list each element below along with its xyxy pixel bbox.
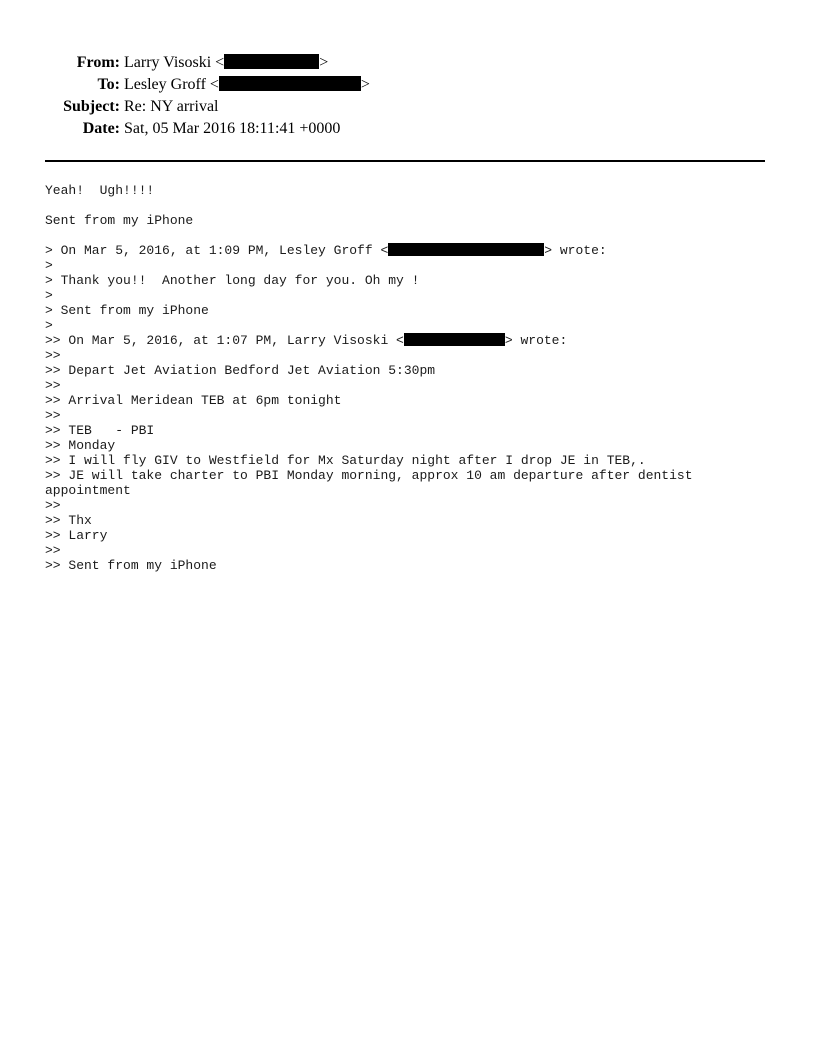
body-line: >>: [45, 408, 61, 423]
body-line: >> I will fly GIV to Westfield for Mx Saturday night after I drop JE in TEB,.: [45, 453, 646, 468]
body-line: >> Larry: [45, 528, 108, 543]
to-label: To:: [97, 76, 120, 93]
body-line: Sent from my iPhone: [45, 213, 194, 228]
from-row: [0, 52, 816, 74]
quote-header-prefix: >> On Mar 5, 2016, at 1:07 PM, Larry Visoski <: [45, 333, 404, 348]
quote-header-suffix: > wrote:: [504, 333, 568, 348]
body-line: >> Depart Jet Aviation Bedford Jet Aviation 5:30pm: [45, 363, 436, 378]
redaction-box: [224, 54, 319, 69]
email-body: [45, 183, 775, 573]
body-line: >> Sent from my iPhone: [45, 558, 217, 573]
blank-line: [45, 228, 775, 243]
from-label: From:: [76, 54, 120, 71]
to-name: Lesley Groff <: [124, 76, 219, 93]
body-line: >>: [45, 498, 61, 513]
to-close: >: [360, 76, 370, 93]
subject-label: Subject:: [63, 98, 120, 115]
blank-line: [45, 198, 775, 213]
body-line: >> Arrival Meridean TEB at 6pm tonight: [45, 393, 342, 408]
body-line: >: [45, 288, 53, 303]
quote-header-line: [45, 243, 775, 258]
body-line: >> Monday: [45, 438, 116, 453]
body-line: >> TEB - PBI: [45, 423, 155, 438]
redaction-box: [388, 243, 544, 256]
body-line: >>: [45, 348, 61, 363]
quote-header-prefix: > On Mar 5, 2016, at 1:09 PM, Lesley Groff <: [45, 243, 389, 258]
date-label: Date:: [82, 120, 120, 137]
body-line: >> JE will take charter to PBI Monday morning, approx 10 am departure after dentist: [45, 468, 693, 483]
body-line: >>: [45, 543, 61, 558]
body-line: appointment: [45, 483, 131, 498]
redaction-box: [404, 333, 505, 346]
body-line: >: [45, 258, 53, 273]
body-line: > Thank you!! Another long day for you. Oh my !: [45, 273, 420, 288]
body-line: >>: [45, 378, 61, 393]
subject-value: Re: NY arrival: [124, 98, 219, 115]
to-row: [0, 74, 816, 96]
date-value: Sat, 05 Mar 2016 18:11:41 +0000: [124, 120, 341, 137]
subject-row: [0, 96, 816, 118]
from-value: [124, 52, 328, 74]
date-row: [0, 118, 816, 140]
body-line: Yeah! Ugh!!!!: [45, 183, 155, 198]
quote-header-line: [45, 333, 775, 348]
redaction-box: [219, 76, 361, 91]
body-line: >: [45, 318, 53, 333]
to-value: [124, 74, 370, 96]
body-line: >> Thx: [45, 513, 92, 528]
quote-header-suffix: > wrote:: [544, 243, 607, 258]
email-header: [0, 52, 816, 140]
header-divider: [45, 160, 765, 162]
from-close: >: [319, 54, 329, 71]
body-line: > Sent from my iPhone: [45, 303, 209, 318]
from-name: Larry Visoski <: [124, 54, 225, 71]
